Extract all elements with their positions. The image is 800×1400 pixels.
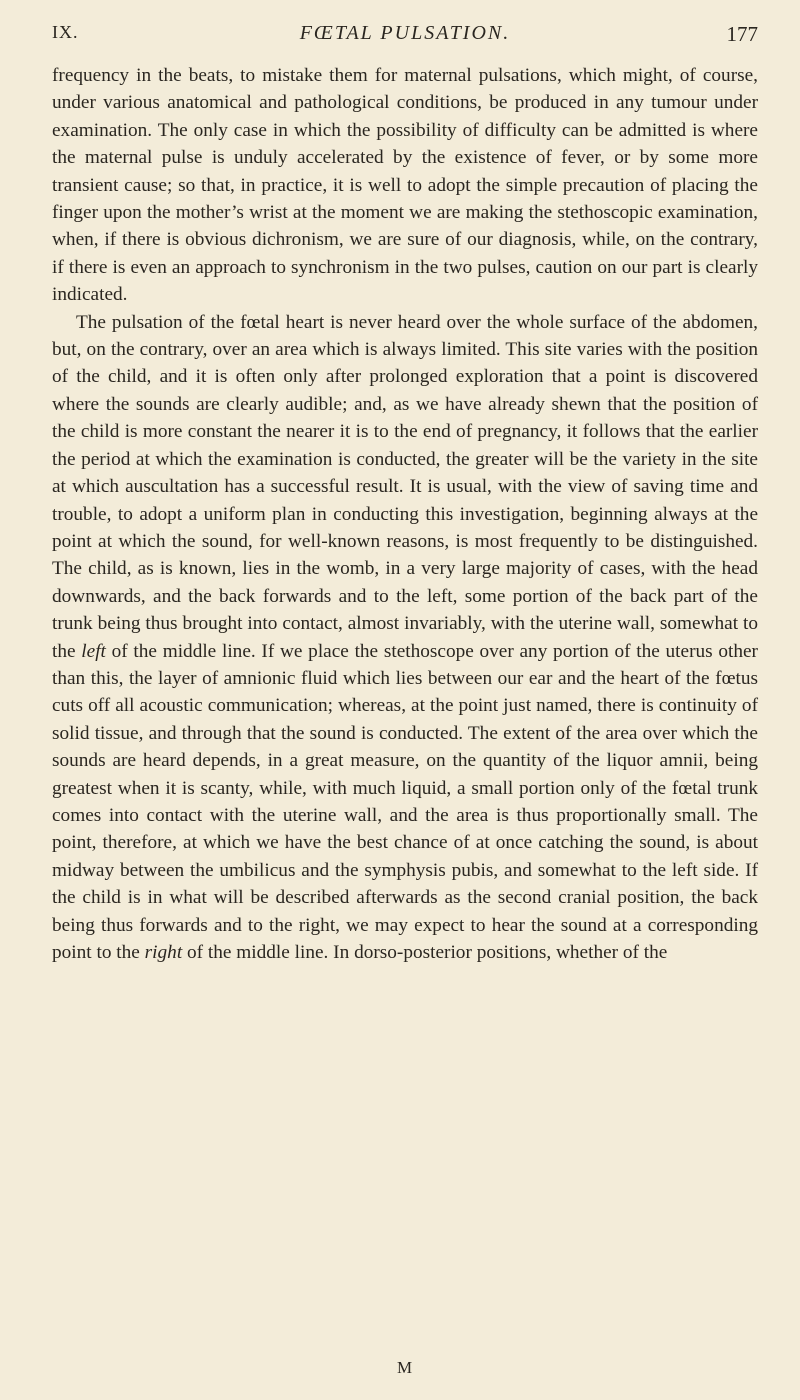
body-text	[52, 62, 758, 966]
running-head	[52, 18, 758, 62]
paragraph-foetal-heart-area	[52, 309, 758, 967]
paragraph-text-part: of the middle line. If we place the stethoscope over any portion of the uterus other than this, the layer of amnionic fluid which lies between our ear and the heart of the fœtus cuts off all acoustic communication; whereas, at the point just named, there is continuity of solid tissue, and through that the sound is conducted. The extent of the area over which the sounds are heard depends, in a great measure, on the quantity of the liquor amnii, being greatest when it is scanty, while, with much liquid, a small portion only of the fœtal trunk comes into contact with the uterine wall, and the area is thus proportionally small. The point, therefore, at which we have the best chance of at once catching the sound, is about midway between the umbilicus and the symphysis pubis, and somewhat to the left side. If the child is in what will be described afterwards as the second cranial position, the back being thus forwards and to the right, we may expect to hear the sound at a corresponding point to the	[52, 640, 758, 963]
running-title: FŒTAL PULSATION.	[299, 22, 511, 44]
emphasis-left: left	[81, 640, 106, 662]
emphasis-right: right	[144, 942, 183, 963]
book-page	[52, 18, 758, 1378]
page-number: 177	[726, 22, 758, 46]
paragraph-text-part: The pulsation of the fœtal heart is never heard over the whole surface of the abdomen, but, on the contrary, over an area which is always limited. This site varies with the position of the child, and it is often only after prolonged exploration that a point is discovered where the sounds are clearly audible; and, as we have already shewn that the position of the child is more constant the nearer it is to the end of pregnancy, it follows that the earlier the period at which the examination is conducted, the greater will be the variety in the site at which auscultation has a successful result. It is usual, with the view of saving time and trouble, to adopt a uniform plan in conducting this investigation, beginning always at the point at which the sound, for well-known reasons, is most frequently to be distinguished. The child, as is known, lies in the womb, in a very large majority of cases, with the head downwards, and the back forwards and to the left, some portion of the back part of the trunk being thus brought into contact, almost invariably, with the uterine wall, somewhat to the	[52, 311, 758, 662]
chapter-number: IX.	[52, 22, 79, 42]
paragraph-text-part: of the middle line. In dorso-posterior positions, whether of the	[187, 942, 668, 963]
paragraph-continuation: frequency in the beats, to mistake them for maternal pulsations, which might, of course, under various anatomical and pathological conditions, be produced in any tumour under examination. The only case in which the possibility of difficulty can be admitted is where the maternal pulse is unduly accelerated by the existence of fever, or by some more transient cause; so that, in practice, it is well to adopt the simple precaution of placing the finger upon the mother’s wrist at the moment we are making the stethoscopic examination, when, if there is obvious dichronism, we are sure of our diagnosis, while, on the contrary, if there is even an approach to synchronism in the two pulses, caution on our part is clearly indicated.	[52, 65, 758, 306]
signature-mark: M	[396, 1358, 414, 1377]
